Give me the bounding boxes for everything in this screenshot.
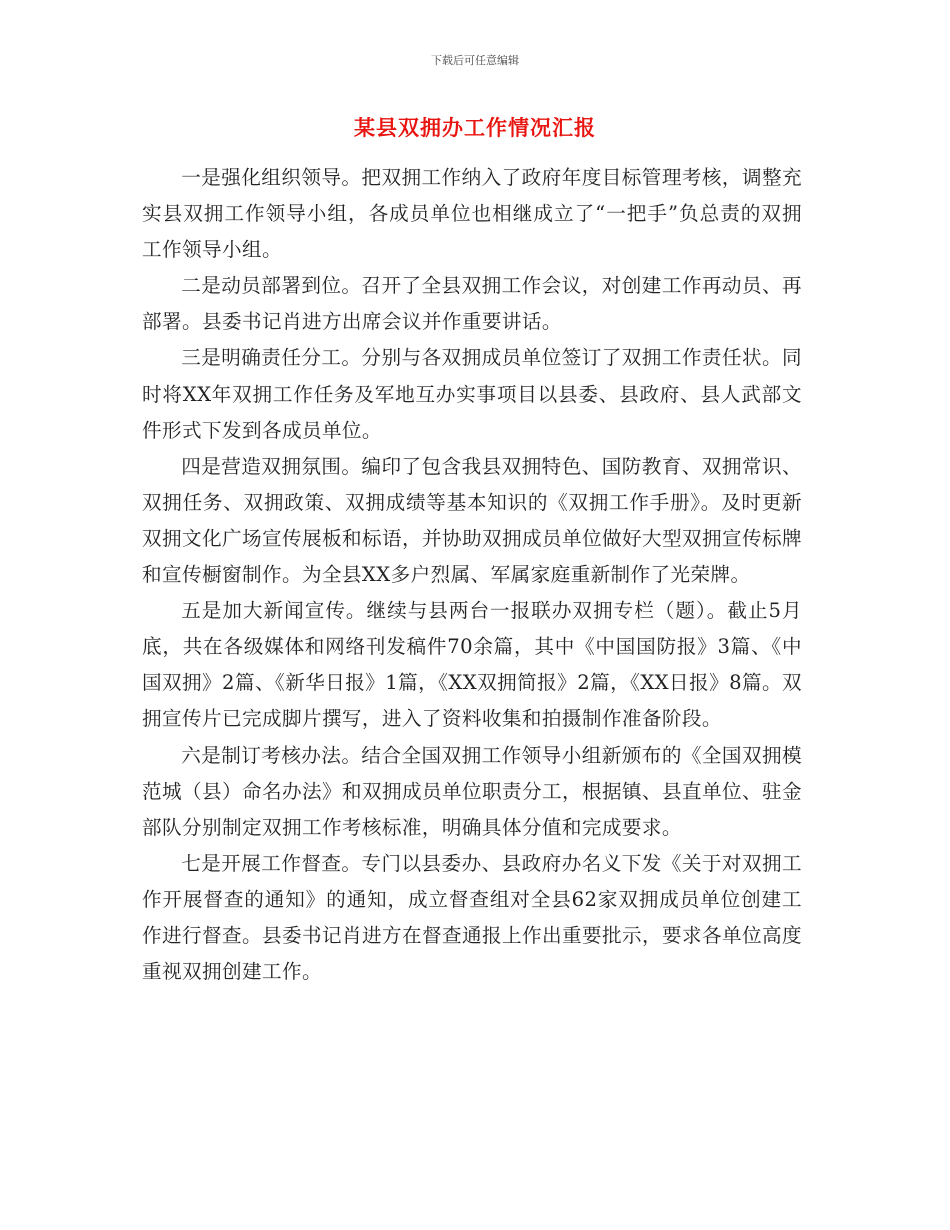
document-title: 某县双拥办工作情况汇报 xyxy=(354,116,596,140)
paragraph-7: 七是开展工作督查。专门以县委办、县政府办名义下发《关于对双拥工作开展督查的通知》的通知，成立督查组对全县62家双拥成员单位创建工作进行督查。县委书记肖进方在督查通报上作出重要批示，要求各单位高度重视双拥创建工作。 xyxy=(142,851,802,984)
header-note: 下载后可任意编辑 xyxy=(431,54,519,67)
paragraph-2: 二是动员部署到位。召开了全县双拥工作会议，对创建工作再动员、再部署。县委书记肖进方出席会议并作重要讲话。 xyxy=(142,274,802,334)
paragraph-4: 四是营造双拥氛围。编印了包含我县双拥特色、国防教育、双拥常识、双拥任务、双拥政策、双拥成绩等基本知识的《双拥工作手册》。及时更新双拥文化广场宣传展板和标语，并协助双拥成员单位做好大型双拥宣传标牌和宣传橱窗制作。为全县XX多户烈属、军属家庭重新制作了光荣牌。 xyxy=(142,454,802,587)
paragraph-5: 五是加大新闻宣传。继续与县两台一报联办双拥专栏（题）。截止5月底，共在各级媒体和网络刊发稿件70余篇，其中《中国国防报》3篇、《中国双拥》2篇、《新华日报》1篇，《XX双拥简报》2篇，《XX日报》8篇。双拥宣传片已完成脚片撰写，进入了资料收集和拍摄制作准备阶段。 xyxy=(142,599,802,731)
paragraph-1: 一是强化组织领导。把双拥工作纳入了政府年度目标管理考核，调整充实县双拥工作领导小组，各成员单位也相继成立了“一把手”负总责的双拥工作领导小组。 xyxy=(142,166,802,262)
document-body xyxy=(142,160,802,990)
paragraph-3: 三是明确责任分工。分别与各双拥成员单位签订了双拥工作责任状。同时将XX年双拥工作任务及军地互办实事项目以县委、县政府、县人武部文件形式下发到各成员单位。 xyxy=(142,346,802,442)
paragraph-6: 六是制订考核办法。结合全国双拥工作领导小组新颁布的《全国双拥模范城（县）命名办法》和双拥成员单位职责分工，根据镇、县直单位、驻金部队分别制定双拥工作考核标准，明确具体分值和完成要求。 xyxy=(142,743,802,839)
